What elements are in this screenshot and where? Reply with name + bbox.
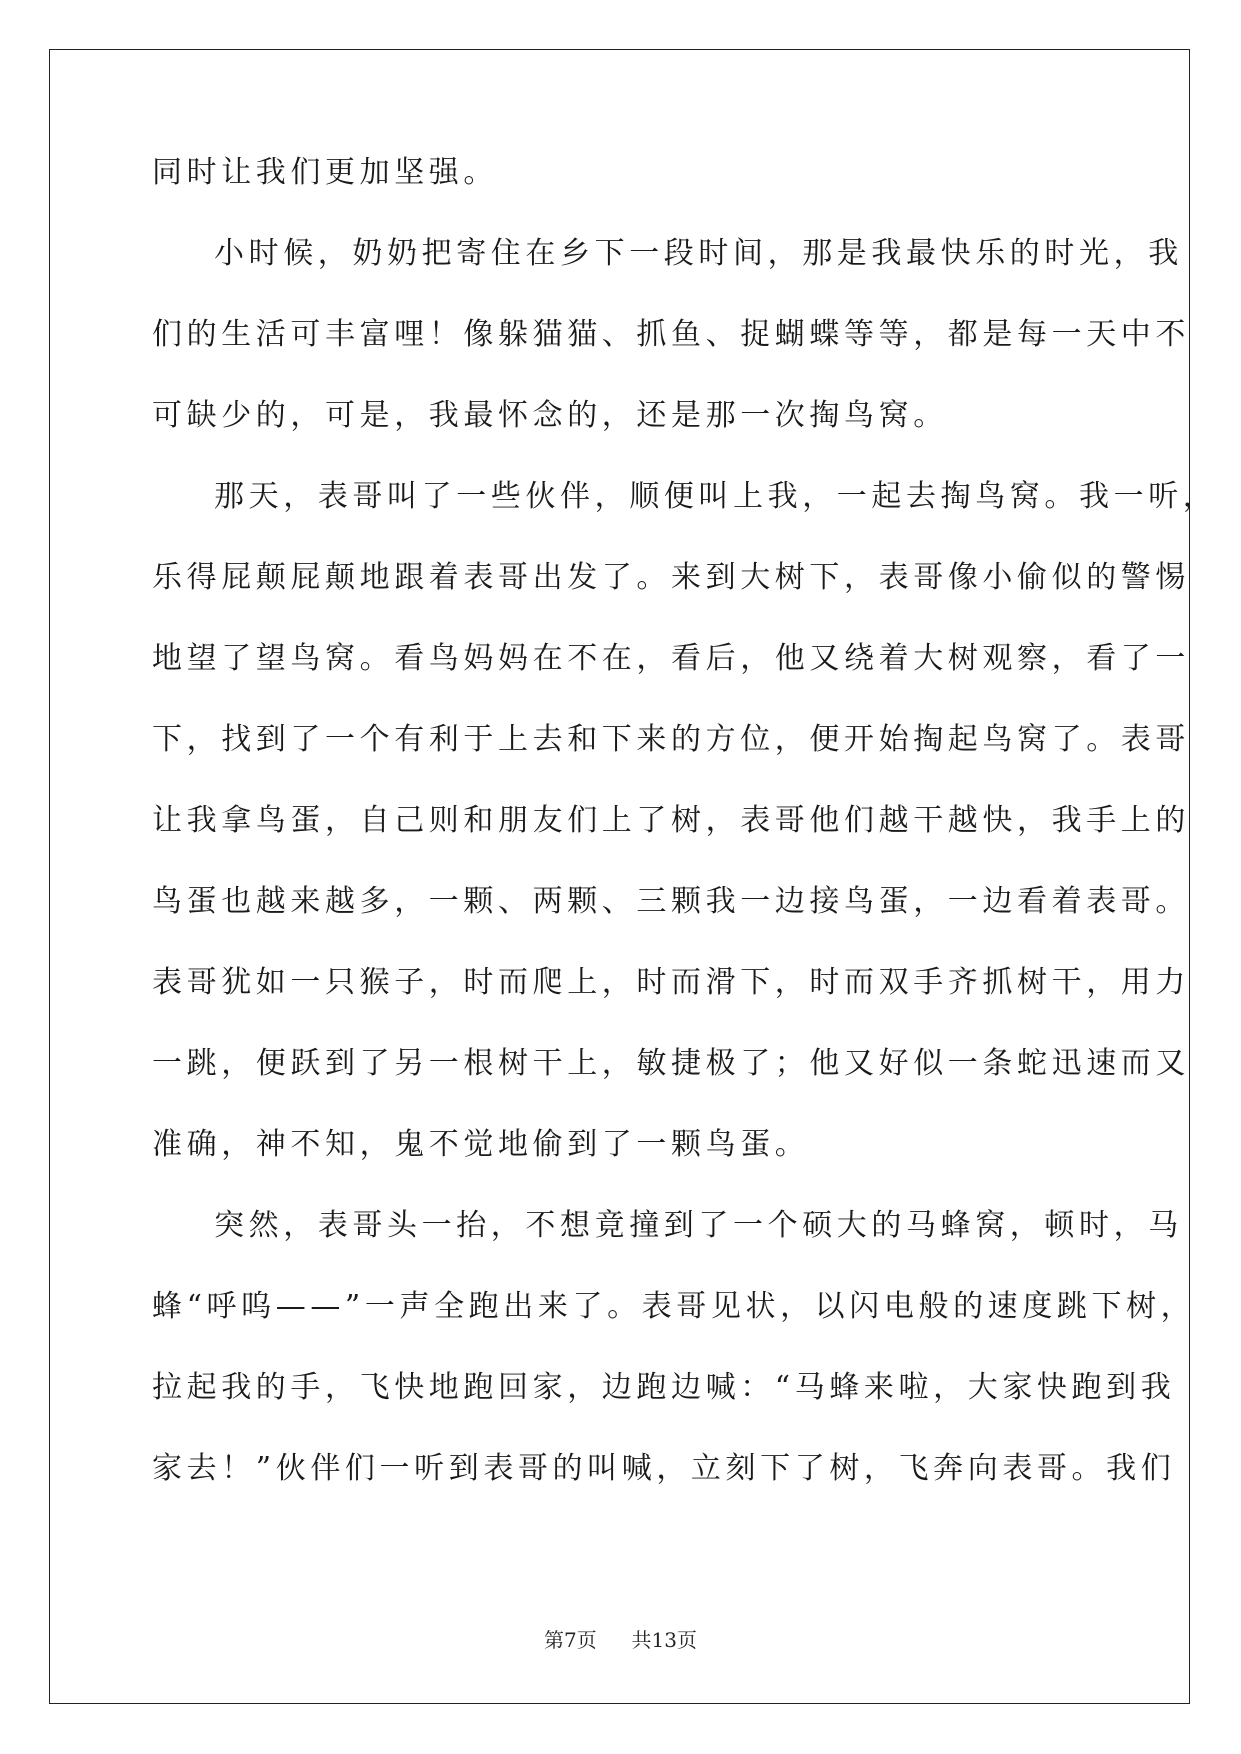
document-body: [152, 155, 1218, 1535]
text-line: 一跳，便跃到了另一根树干上，敏捷极了；他又好似一条蛇迅速而又: [152, 1046, 1190, 1081]
text-line: 让我拿鸟蛋，自己则和朋友们上了树，表哥他们越干越快，我手上的: [152, 803, 1190, 838]
text-line: 那天，表哥叫了一些伙伴，顺便叫上我，一起去掏鸟窝。我一听，: [214, 479, 1218, 514]
text-line: 表哥犹如一只猴子，时而爬上，时而滑下，时而双手齐抓树干，用力: [152, 965, 1190, 1000]
text-line: 小时候，奶奶把寄住在乡下一段时间，那是我最快乐的时光，我: [214, 236, 1183, 271]
text-line: 拉起我的手，飞快地跑回家，边跑边喊：“马蜂来啦，大家快跑到我: [152, 1370, 1176, 1405]
page-number-current: 第7页: [544, 1628, 597, 1652]
text-line: 蜂“呼呜——”一声全跑出来了。表哥见状，以闪电般的速度跳下树，: [152, 1289, 1196, 1324]
text-line: 乐得屁颠屁颠地跟着表哥出发了。来到大树下，表哥像小偷似的警惕: [152, 560, 1190, 595]
page-footer: [0, 1624, 1241, 1653]
text-line: 鸟蛋也越来越多，一颗、两颗、三颗我一边接鸟蛋，一边看着表哥。: [152, 884, 1190, 919]
text-line: 们的生活可丰富哩！像躲猫猫、抓鱼、捉蝴蝶等等，都是每一天中不: [152, 317, 1190, 352]
page-number-total: 共13页: [631, 1628, 697, 1652]
text-line: 地望了望鸟窝。看鸟妈妈在不在，看后，他又绕着大树观察，看了一: [152, 641, 1190, 676]
text-line: 家去！”伙伴们一听到表哥的叫喊，立刻下了树，飞奔向表哥。我们: [152, 1451, 1176, 1486]
text-line: 可缺少的，可是，我最怀念的，还是那一次掏鸟窝。: [152, 398, 948, 433]
text-line: 下，找到了一个有利于上去和下来的方位，便开始掏起鸟窝了。表哥: [152, 722, 1190, 757]
text-line: 同时让我们更加坚强。: [152, 155, 498, 190]
text-line: 突然，表哥头一抬，不想竟撞到了一个硕大的马蜂窝，顿时，马: [214, 1208, 1183, 1243]
text-line: 准确，神不知，鬼不觉地偷到了一颗鸟蛋。: [152, 1127, 810, 1162]
